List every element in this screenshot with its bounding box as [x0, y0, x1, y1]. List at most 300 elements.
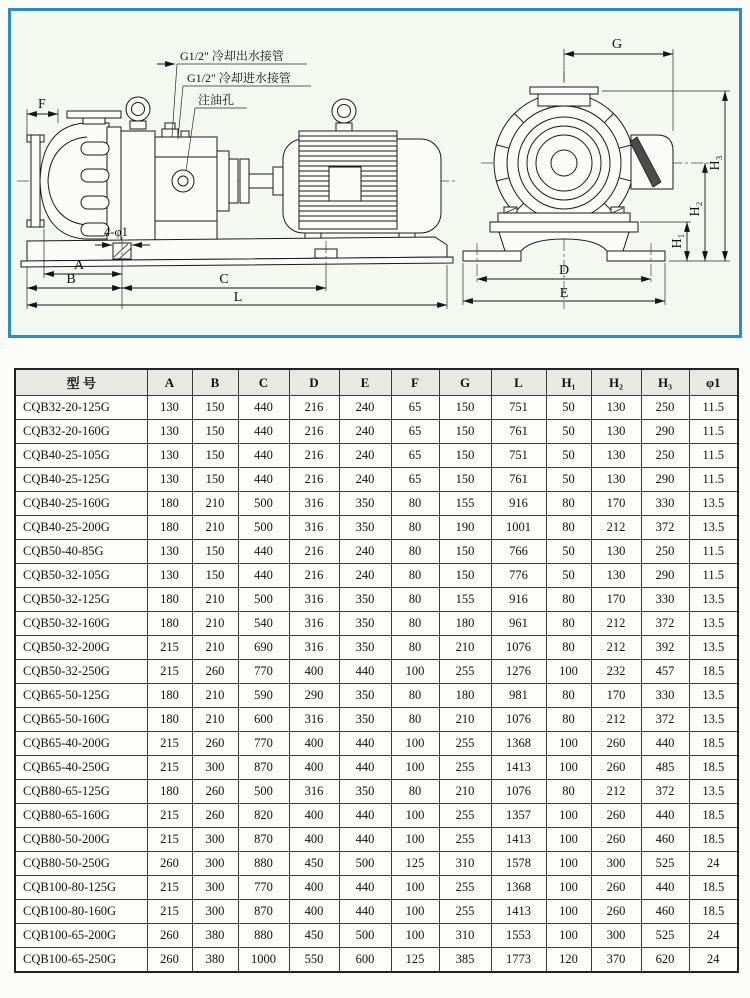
- value-cell: 216: [289, 420, 339, 444]
- dim-label-bolt-holes: 4-φ1: [104, 225, 128, 239]
- dim-label-l: L: [233, 290, 243, 305]
- table-row: [15, 492, 738, 516]
- value-cell: 215: [147, 756, 192, 780]
- model-cell: CQB50-32-200G: [15, 636, 147, 660]
- value-cell: 210: [192, 588, 238, 612]
- cooling-outlet-label: G1/2" 冷却出水接管: [180, 49, 284, 63]
- discharge-flange: [530, 87, 598, 106]
- value-cell: 316: [289, 636, 339, 660]
- value-cell: 260: [192, 780, 238, 804]
- value-cell: 300: [591, 924, 641, 948]
- value-cell: 1001: [491, 516, 546, 540]
- value-cell: 100: [391, 804, 439, 828]
- value-cell: 316: [289, 588, 339, 612]
- value-cell: 65: [391, 420, 439, 444]
- value-cell: 80: [391, 588, 439, 612]
- model-cell: CQB50-32-160G: [15, 612, 147, 636]
- value-cell: 620: [641, 948, 689, 973]
- value-cell: 240: [339, 540, 391, 564]
- value-cell: 400: [289, 660, 339, 684]
- value-cell: 380: [192, 948, 238, 973]
- value-cell: 350: [339, 612, 391, 636]
- value-cell: 216: [289, 540, 339, 564]
- value-cell: 290: [641, 564, 689, 588]
- value-cell: 440: [339, 828, 391, 852]
- value-cell: 776: [491, 564, 546, 588]
- model-cell: CQB32-20-125G: [15, 396, 147, 420]
- dimension-column-header: C: [238, 369, 289, 396]
- value-cell: 1076: [491, 708, 546, 732]
- value-cell: 212: [591, 516, 641, 540]
- value-cell: 870: [238, 756, 289, 780]
- table-row: [15, 948, 738, 973]
- table-row: [15, 660, 738, 684]
- model-cell: CQB50-32-250G: [15, 660, 147, 684]
- value-cell: 590: [238, 684, 289, 708]
- dim-label-e: E: [559, 286, 569, 301]
- value-cell: 450: [289, 852, 339, 876]
- value-cell: 330: [641, 684, 689, 708]
- drive-train: [217, 151, 283, 211]
- value-cell: 260: [147, 852, 192, 876]
- value-cell: 210: [439, 708, 491, 732]
- value-cell: 100: [391, 924, 439, 948]
- value-cell: 1076: [491, 780, 546, 804]
- value-cell: 80: [391, 636, 439, 660]
- dim-label-a: A: [73, 258, 85, 273]
- value-cell: 80: [546, 684, 591, 708]
- value-cell: 100: [391, 732, 439, 756]
- value-cell: 255: [439, 660, 491, 684]
- value-cell: 130: [591, 468, 641, 492]
- table-row: [15, 852, 738, 876]
- value-cell: 130: [591, 396, 641, 420]
- value-cell: 65: [391, 444, 439, 468]
- value-cell: 880: [238, 852, 289, 876]
- table-row: [15, 708, 738, 732]
- value-cell: 350: [339, 684, 391, 708]
- value-cell: 440: [238, 564, 289, 588]
- value-cell: 1773: [491, 948, 546, 973]
- value-cell: 250: [641, 396, 689, 420]
- value-cell: 210: [192, 636, 238, 660]
- dimension-column-header: D: [289, 369, 339, 396]
- side-bracket: [630, 135, 673, 189]
- value-cell: 150: [192, 444, 238, 468]
- value-cell: 260: [192, 804, 238, 828]
- value-cell: 770: [238, 732, 289, 756]
- value-cell: 80: [391, 492, 439, 516]
- value-cell: 150: [192, 540, 238, 564]
- value-cell: 1368: [491, 876, 546, 900]
- value-cell: 440: [339, 756, 391, 780]
- value-cell: 316: [289, 780, 339, 804]
- value-cell: 13.5: [689, 780, 738, 804]
- value-cell: 130: [147, 540, 192, 564]
- value-cell: 50: [546, 468, 591, 492]
- value-cell: 130: [147, 444, 192, 468]
- value-cell: 500: [339, 924, 391, 948]
- value-cell: 24: [689, 852, 738, 876]
- value-cell: 100: [546, 660, 591, 684]
- value-cell: 1413: [491, 828, 546, 852]
- value-cell: 440: [641, 804, 689, 828]
- value-cell: 600: [339, 948, 391, 973]
- value-cell: 80: [391, 564, 439, 588]
- table-row: [15, 828, 738, 852]
- value-cell: 255: [439, 804, 491, 828]
- value-cell: 751: [491, 444, 546, 468]
- value-cell: 380: [192, 924, 238, 948]
- table-row: [15, 756, 738, 780]
- value-cell: 310: [439, 852, 491, 876]
- value-cell: 210: [192, 708, 238, 732]
- table-header-row: [15, 369, 738, 396]
- value-cell: 250: [641, 444, 689, 468]
- value-cell: 240: [339, 396, 391, 420]
- value-cell: 350: [339, 708, 391, 732]
- value-cell: 130: [591, 540, 641, 564]
- value-cell: 80: [546, 612, 591, 636]
- value-cell: 981: [491, 684, 546, 708]
- value-cell: 80: [391, 708, 439, 732]
- dimension-column-header: H₂: [591, 369, 641, 396]
- value-cell: 150: [192, 564, 238, 588]
- value-cell: 212: [591, 708, 641, 732]
- dimension-column-header: φ1: [689, 369, 738, 396]
- value-cell: 350: [339, 636, 391, 660]
- value-cell: 450: [289, 924, 339, 948]
- model-cell: CQB65-40-250G: [15, 756, 147, 780]
- value-cell: 50: [546, 420, 591, 444]
- value-cell: 150: [439, 564, 491, 588]
- value-cell: 215: [147, 636, 192, 660]
- value-cell: 100: [391, 660, 439, 684]
- value-cell: 300: [192, 852, 238, 876]
- dimension-column-header: A: [147, 369, 192, 396]
- value-cell: 18.5: [689, 828, 738, 852]
- table-row: [15, 420, 738, 444]
- value-cell: 500: [238, 588, 289, 612]
- dimension-table: [14, 368, 739, 973]
- value-cell: 212: [591, 780, 641, 804]
- value-cell: 440: [238, 444, 289, 468]
- value-cell: 1076: [491, 636, 546, 660]
- value-cell: 100: [546, 756, 591, 780]
- dimension-table-body: [15, 396, 738, 973]
- value-cell: 18.5: [689, 900, 738, 924]
- value-cell: 125: [391, 852, 439, 876]
- baseplate: [21, 237, 453, 267]
- value-cell: 18.5: [689, 732, 738, 756]
- value-cell: 80: [546, 780, 591, 804]
- dim-label-b: B: [66, 272, 76, 287]
- value-cell: 13.5: [689, 708, 738, 732]
- value-cell: 50: [546, 444, 591, 468]
- oil-fitting: [181, 131, 189, 137]
- value-cell: 100: [546, 876, 591, 900]
- table-row: [15, 924, 738, 948]
- motor-lifting-eye-icon: [332, 99, 356, 123]
- value-cell: 372: [641, 516, 689, 540]
- value-cell: 300: [192, 756, 238, 780]
- value-cell: 11.5: [689, 540, 738, 564]
- model-cell: CQB65-40-200G: [15, 732, 147, 756]
- value-cell: 170: [591, 684, 641, 708]
- model-cell: CQB80-65-160G: [15, 804, 147, 828]
- value-cell: 300: [192, 828, 238, 852]
- dim-label-g: G: [611, 37, 623, 52]
- value-cell: 130: [591, 564, 641, 588]
- value-cell: 100: [546, 828, 591, 852]
- model-cell: CQB80-50-250G: [15, 852, 147, 876]
- value-cell: 11.5: [689, 396, 738, 420]
- value-cell: 50: [546, 396, 591, 420]
- value-cell: 100: [546, 924, 591, 948]
- value-cell: 961: [491, 612, 546, 636]
- dim-label-h3: H₃: [708, 155, 723, 171]
- value-cell: 65: [391, 468, 439, 492]
- model-cell: CQB65-50-125G: [15, 684, 147, 708]
- value-cell: 400: [289, 900, 339, 924]
- model-cell: CQB100-65-200G: [15, 924, 147, 948]
- value-cell: 216: [289, 468, 339, 492]
- value-cell: 65: [391, 396, 439, 420]
- value-cell: 180: [147, 492, 192, 516]
- value-cell: 80: [546, 588, 591, 612]
- value-cell: 190: [439, 516, 491, 540]
- cooling-inlet-label: G1/2" 冷却进水接管: [187, 71, 291, 85]
- value-cell: 440: [238, 420, 289, 444]
- motor: [283, 99, 441, 241]
- lifting-eye-icon: [126, 97, 150, 121]
- value-cell: 100: [391, 900, 439, 924]
- value-cell: 100: [546, 804, 591, 828]
- value-cell: 460: [641, 828, 689, 852]
- value-cell: 290: [641, 468, 689, 492]
- value-cell: 440: [641, 876, 689, 900]
- value-cell: 232: [591, 660, 641, 684]
- model-cell: CQB32-20-160G: [15, 420, 147, 444]
- value-cell: 13.5: [689, 516, 738, 540]
- value-cell: 80: [391, 516, 439, 540]
- model-cell: CQB50-32-105G: [15, 564, 147, 588]
- table-row: [15, 900, 738, 924]
- side-view: [17, 48, 457, 309]
- value-cell: 500: [238, 780, 289, 804]
- value-cell: 770: [238, 876, 289, 900]
- value-cell: 440: [238, 540, 289, 564]
- value-cell: 350: [339, 516, 391, 540]
- value-cell: 180: [439, 612, 491, 636]
- value-cell: 120: [546, 948, 591, 973]
- terminal-box: [329, 167, 361, 201]
- value-cell: 300: [591, 852, 641, 876]
- value-cell: 170: [591, 492, 641, 516]
- value-cell: 11.5: [689, 444, 738, 468]
- model-cell: CQB50-40-85G: [15, 540, 147, 564]
- dim-label-h2: H₂: [688, 201, 703, 217]
- value-cell: 100: [546, 900, 591, 924]
- value-cell: 80: [546, 516, 591, 540]
- value-cell: 870: [238, 828, 289, 852]
- value-cell: 150: [439, 396, 491, 420]
- value-cell: 240: [339, 468, 391, 492]
- value-cell: 180: [147, 588, 192, 612]
- model-cell: CQB80-50-200G: [15, 828, 147, 852]
- value-cell: 255: [439, 732, 491, 756]
- value-cell: 350: [339, 492, 391, 516]
- value-cell: 400: [289, 804, 339, 828]
- value-cell: 215: [147, 732, 192, 756]
- value-cell: 350: [339, 780, 391, 804]
- value-cell: 1578: [491, 852, 546, 876]
- value-cell: 216: [289, 564, 339, 588]
- table-row: [15, 564, 738, 588]
- value-cell: 1368: [491, 732, 546, 756]
- value-cell: 400: [289, 876, 339, 900]
- table-row: [15, 684, 738, 708]
- value-cell: 751: [491, 396, 546, 420]
- value-cell: 18.5: [689, 756, 738, 780]
- value-cell: 210: [192, 612, 238, 636]
- value-cell: 1000: [238, 948, 289, 973]
- model-cell: CQB100-80-125G: [15, 876, 147, 900]
- value-cell: 215: [147, 900, 192, 924]
- value-cell: 13.5: [689, 684, 738, 708]
- value-cell: 500: [238, 516, 289, 540]
- model-cell: CQB50-32-125G: [15, 588, 147, 612]
- value-cell: 260: [192, 732, 238, 756]
- dimension-column-header: H₃: [641, 369, 689, 396]
- value-cell: 1357: [491, 804, 546, 828]
- value-cell: 690: [238, 636, 289, 660]
- model-cell: CQB40-25-125G: [15, 468, 147, 492]
- value-cell: 155: [439, 588, 491, 612]
- table-row: [15, 588, 738, 612]
- value-cell: 24: [689, 948, 738, 973]
- value-cell: 260: [591, 804, 641, 828]
- value-cell: 130: [591, 444, 641, 468]
- value-cell: 300: [192, 876, 238, 900]
- value-cell: 13.5: [689, 588, 738, 612]
- dim-label-c: C: [219, 272, 229, 287]
- value-cell: 460: [641, 900, 689, 924]
- value-cell: 130: [147, 396, 192, 420]
- value-cell: 210: [192, 684, 238, 708]
- model-cell: CQB100-65-250G: [15, 948, 147, 973]
- value-cell: 260: [591, 828, 641, 852]
- value-cell: 916: [491, 588, 546, 612]
- value-cell: 80: [391, 540, 439, 564]
- value-cell: 370: [591, 948, 641, 973]
- value-cell: 761: [491, 468, 546, 492]
- value-cell: 350: [339, 588, 391, 612]
- pump-dimension-diagram: [8, 8, 742, 338]
- model-cell: CQB40-25-105G: [15, 444, 147, 468]
- value-cell: 766: [491, 540, 546, 564]
- value-cell: 180: [147, 516, 192, 540]
- dimension-column-header: H₁: [546, 369, 591, 396]
- value-cell: 525: [641, 924, 689, 948]
- value-cell: 255: [439, 876, 491, 900]
- table-row: [15, 540, 738, 564]
- value-cell: 11.5: [689, 420, 738, 444]
- value-cell: 24: [689, 924, 738, 948]
- value-cell: 820: [238, 804, 289, 828]
- dim-label-h1: H₁: [670, 233, 685, 249]
- value-cell: 170: [591, 588, 641, 612]
- model-cell: CQB65-50-160G: [15, 708, 147, 732]
- oil-hole-label: 注油孔: [198, 93, 235, 107]
- value-cell: 150: [439, 444, 491, 468]
- value-cell: 600: [238, 708, 289, 732]
- value-cell: 210: [192, 492, 238, 516]
- table-row: [15, 804, 738, 828]
- dimension-column-header: E: [339, 369, 391, 396]
- value-cell: 216: [289, 396, 339, 420]
- value-cell: 300: [192, 900, 238, 924]
- value-cell: 215: [147, 828, 192, 852]
- value-cell: 150: [192, 468, 238, 492]
- value-cell: 290: [289, 684, 339, 708]
- table-row: [15, 396, 738, 420]
- value-cell: 150: [439, 468, 491, 492]
- value-cell: 13.5: [689, 612, 738, 636]
- value-cell: 215: [147, 804, 192, 828]
- value-cell: 210: [192, 516, 238, 540]
- value-cell: 216: [289, 444, 339, 468]
- dimension-column-header: B: [192, 369, 238, 396]
- table-row: [15, 732, 738, 756]
- value-cell: 125: [391, 948, 439, 973]
- value-cell: 11.5: [689, 468, 738, 492]
- value-cell: 1413: [491, 900, 546, 924]
- value-cell: 180: [439, 684, 491, 708]
- value-cell: 250: [641, 540, 689, 564]
- value-cell: 440: [339, 876, 391, 900]
- value-cell: 180: [147, 612, 192, 636]
- value-cell: 18.5: [689, 804, 738, 828]
- value-cell: 1553: [491, 924, 546, 948]
- value-cell: 880: [238, 924, 289, 948]
- value-cell: 240: [339, 564, 391, 588]
- value-cell: 215: [147, 876, 192, 900]
- value-cell: 457: [641, 660, 689, 684]
- value-cell: 485: [641, 756, 689, 780]
- dim-label-f: F: [38, 97, 46, 112]
- value-cell: 316: [289, 708, 339, 732]
- value-cell: 130: [147, 468, 192, 492]
- table-row: [15, 444, 738, 468]
- value-cell: 440: [339, 660, 391, 684]
- value-cell: 240: [339, 420, 391, 444]
- dimension-column-header: G: [439, 369, 491, 396]
- value-cell: 155: [439, 492, 491, 516]
- value-cell: 150: [192, 396, 238, 420]
- value-cell: 440: [641, 732, 689, 756]
- cooling-pipe-fitting: [162, 129, 178, 137]
- value-cell: 372: [641, 780, 689, 804]
- value-cell: 525: [641, 852, 689, 876]
- value-cell: 260: [147, 948, 192, 973]
- model-cell: CQB40-25-160G: [15, 492, 147, 516]
- coupling-housing: [155, 123, 217, 241]
- value-cell: 260: [192, 660, 238, 684]
- value-cell: 440: [339, 900, 391, 924]
- value-cell: 50: [546, 564, 591, 588]
- table-row: [15, 636, 738, 660]
